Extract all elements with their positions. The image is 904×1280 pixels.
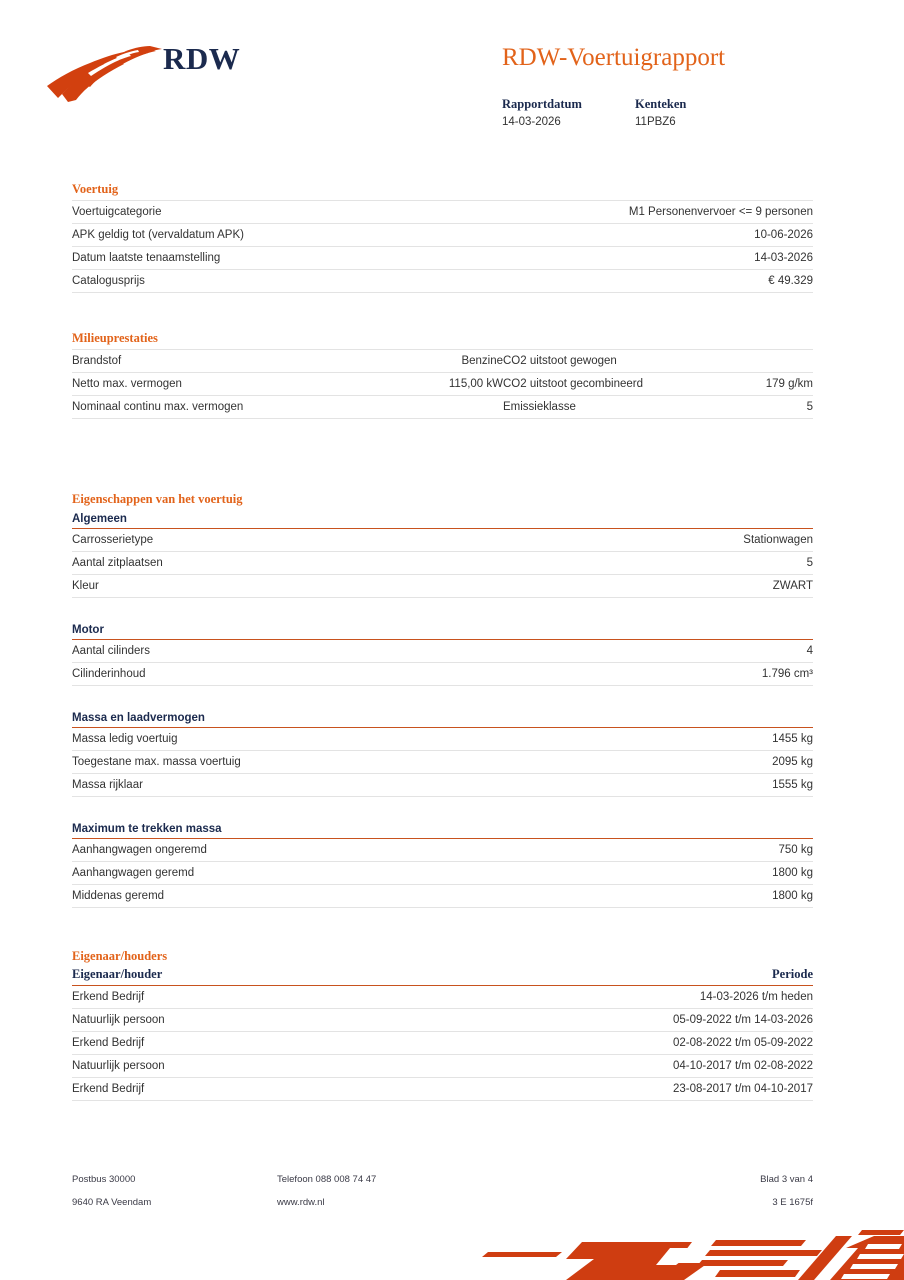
- row-value: 2095 kg: [492, 751, 813, 774]
- plate-value: 11PBZ6: [635, 116, 676, 128]
- footer-page-block: [607, 1168, 813, 1214]
- row-value-2: 179 g/km: [703, 373, 813, 396]
- group-title-massa: Massa en laadvermogen: [72, 712, 205, 724]
- section-title-voertuig: Voertuig: [72, 182, 119, 196]
- table-row: [72, 396, 813, 419]
- report-meta: [502, 96, 832, 132]
- plate-label: Kenteken: [635, 97, 687, 111]
- owner-table-header: [72, 967, 813, 985]
- row-value: [272, 396, 503, 419]
- table-row: [72, 839, 813, 862]
- group-title-trekken: Maximum te trekken massa: [72, 823, 222, 835]
- row-label: Massa rijklaar: [72, 774, 492, 797]
- row-label: APK geldig tot (vervaldatum APK): [72, 224, 492, 247]
- milieuprestaties-table: [72, 349, 813, 419]
- row-value-2: 5: [703, 396, 813, 419]
- trekken-massa-table: [72, 839, 813, 908]
- row-value: 1555 kg: [492, 774, 813, 797]
- section-title-eigenschappen: Eigenschappen van het voertuig: [72, 492, 243, 506]
- group-algemeen: [72, 513, 813, 598]
- row-value: 4: [492, 640, 813, 663]
- section-eigenschappen: [72, 492, 813, 908]
- footer-contact-block: [277, 1168, 607, 1214]
- table-row: [72, 1055, 813, 1078]
- plate-block: [635, 96, 686, 132]
- rdw-wordmark: RDW: [163, 41, 241, 76]
- group-motor: [72, 624, 813, 686]
- algemeen-table: [72, 529, 813, 598]
- table-row: [72, 575, 813, 598]
- row-label-2: CO2 uitstoot gewogen: [503, 350, 703, 373]
- eigenaar-houders-table: [72, 986, 813, 1101]
- table-row: [72, 663, 813, 686]
- row-value-2: [703, 350, 813, 373]
- owner-period: 04-10-2017 t/m 02-08-2022: [472, 1055, 813, 1078]
- footer-address-line1: Postbus 30000: [72, 1174, 136, 1185]
- row-label-2: CO2 uitstoot gecombineerd: [503, 373, 703, 396]
- row-value: Stationwagen: [492, 529, 813, 552]
- footer-address-block: [72, 1168, 277, 1214]
- footer-phone: Telefoon 088 008 74 47: [277, 1174, 377, 1185]
- table-row: [72, 1009, 813, 1032]
- row-value: 115,00 kW: [272, 373, 503, 396]
- page-title: RDW-Voertuigrapport: [502, 44, 726, 71]
- column-header-owner: Eigenaar/houder: [72, 967, 163, 981]
- row-value: 750 kg: [492, 839, 813, 862]
- section-eigenaar-houders: [72, 949, 813, 1101]
- row-label: Kleur: [72, 575, 492, 598]
- report-date-label: Rapportdatum: [502, 97, 582, 111]
- owner-period: 05-09-2022 t/m 14-03-2026: [472, 1009, 813, 1032]
- row-label: Datum laatste tenaamstelling: [72, 247, 492, 270]
- row-value: 5: [492, 552, 813, 575]
- row-label: Voertuigcategorie: [72, 201, 492, 224]
- table-row: [72, 1032, 813, 1055]
- table-row: [72, 350, 813, 373]
- row-value: 1455 kg: [492, 728, 813, 751]
- document-header: [0, 0, 904, 165]
- group-maximum-trekken-massa: [72, 823, 813, 908]
- row-label: Cilinderinhoud: [72, 663, 492, 686]
- voertuig-table: [72, 200, 813, 293]
- table-row: [72, 751, 813, 774]
- table-row: [72, 728, 813, 751]
- group-title-algemeen: Algemeen: [72, 513, 127, 525]
- row-value: € 49.329: [492, 270, 813, 293]
- owner-type: Erkend Bedrijf: [72, 986, 472, 1009]
- table-row: [72, 224, 813, 247]
- section-voertuig: [72, 182, 813, 293]
- owner-type: Erkend Bedrijf: [72, 1078, 472, 1101]
- owner-period: 02-08-2022 t/m 05-09-2022: [472, 1032, 813, 1055]
- report-date-block: [502, 96, 635, 132]
- rdw-feather-logo-icon: [44, 42, 166, 104]
- table-row: [72, 201, 813, 224]
- owner-type: Natuurlijk persoon: [72, 1055, 472, 1078]
- row-value: ZWART: [492, 575, 813, 598]
- row-label: Massa ledig voertuig: [72, 728, 492, 751]
- table-row: [72, 862, 813, 885]
- section-title-eigenaar-houders: Eigenaar/houders: [72, 949, 168, 963]
- row-label: Toegestane max. massa voertuig: [72, 751, 492, 774]
- footer-address-line2: 9640 RA Veendam: [72, 1197, 152, 1208]
- group-massa-laadvermogen: [72, 712, 813, 797]
- table-row: [72, 552, 813, 575]
- owner-period: 14-03-2026 t/m heden: [472, 986, 813, 1009]
- owner-type: Natuurlijk persoon: [72, 1009, 472, 1032]
- row-value: Benzine: [272, 350, 503, 373]
- table-row: [72, 247, 813, 270]
- footer-form-code: 3 E 1675f: [772, 1197, 813, 1208]
- table-row: [72, 640, 813, 663]
- table-row: [72, 986, 813, 1009]
- row-label: Brandstof: [72, 350, 272, 373]
- footer-website-link[interactable]: www.rdw.nl: [277, 1197, 325, 1208]
- motor-table: [72, 640, 813, 686]
- section-title-milieuprestaties: Milieuprestaties: [72, 331, 158, 345]
- group-title-motor: Motor: [72, 624, 104, 636]
- row-value: 1.796 cm³: [492, 663, 813, 686]
- footer-page-number: Blad 3 van 4: [760, 1174, 813, 1185]
- row-label: Aanhangwagen ongeremd: [72, 839, 492, 862]
- table-row: [72, 529, 813, 552]
- column-header-period: Periode: [772, 967, 813, 981]
- row-label: Netto max. vermogen: [72, 373, 272, 396]
- row-label: Nominaal continu max. vermogen: [72, 396, 272, 419]
- massa-table: [72, 728, 813, 797]
- section-milieuprestaties: [72, 331, 813, 419]
- row-label-2: Emissieklasse: [503, 396, 703, 419]
- document-footer: [72, 1168, 813, 1214]
- row-label: Aantal zitplaatsen: [72, 552, 492, 575]
- table-row: [72, 885, 813, 908]
- row-label: Middenas geremd: [72, 885, 492, 908]
- row-value: 14-03-2026: [492, 247, 813, 270]
- row-value: 10-06-2026: [492, 224, 813, 247]
- table-row: [72, 373, 813, 396]
- row-label: Aantal cilinders: [72, 640, 492, 663]
- owner-period: 23-08-2017 t/m 04-10-2017: [472, 1078, 813, 1101]
- speed-stripes-graphic-icon: [470, 1222, 904, 1280]
- row-label: Carrosserietype: [72, 529, 492, 552]
- row-value: 1800 kg: [492, 885, 813, 908]
- table-row: [72, 1078, 813, 1101]
- row-value: 1800 kg: [492, 862, 813, 885]
- table-row: [72, 774, 813, 797]
- table-row: [72, 270, 813, 293]
- row-value: M1 Personenvervoer <= 9 personen: [492, 201, 813, 224]
- row-label: Catalogusprijs: [72, 270, 492, 293]
- owner-type: Erkend Bedrijf: [72, 1032, 472, 1055]
- row-label: Aanhangwagen geremd: [72, 862, 492, 885]
- report-date-value: 14-03-2026: [502, 116, 561, 128]
